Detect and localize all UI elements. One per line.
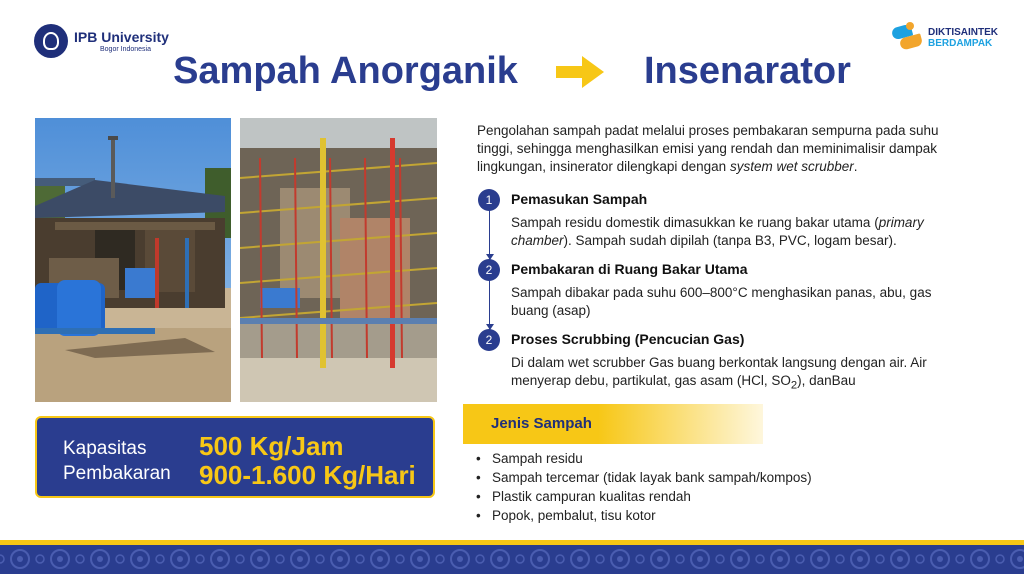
capacity-box (35, 416, 435, 498)
title-left: Sampah Anorganik (173, 50, 518, 92)
capacity-label-line2: Pembakaran (63, 463, 171, 484)
jenis-sampah-title: Jenis Sampah (491, 415, 592, 432)
dikti-line2: BERDAMPAK (928, 38, 993, 49)
title-row (0, 50, 1024, 93)
footer-pattern-band (0, 540, 1024, 574)
step-number: 1 (478, 189, 500, 211)
list-item: • Sampah residu (472, 449, 812, 468)
step-number: 2 (478, 329, 500, 351)
list-item: • Popok, pembalut, tisu kotor (472, 506, 812, 525)
dikti-line1: DIKTISAINTEK (928, 26, 998, 38)
step-title: Pembakaran di Ruang Bakar Utama (511, 261, 748, 277)
batik-pattern-icon (0, 540, 1024, 574)
ipb-logo-name: IPB University (74, 28, 169, 45)
list-item: • Plastik campuran kualitas rendah (472, 487, 812, 506)
step-desc: Sampah dibakar pada suhu 600–800°C menghasikan panas, abu, gas buang (asap) (511, 285, 932, 318)
incinerator-building-photo (35, 118, 231, 402)
incinerator-closeup-photo (240, 118, 437, 402)
title-right: Insenarator (643, 50, 851, 92)
capacity-label-line1: Kapasitas (63, 438, 147, 459)
capacity-value-hourly: 500 Kg/Jam (199, 431, 344, 461)
step-title: Proses Scrubbing (Pencucian Gas) (511, 331, 745, 347)
capacity-value-daily: 900-1.600 Kg/Hari (199, 460, 416, 490)
list-item: • Sampah tercemar (tidak layak bank sampah/kompos) (472, 468, 812, 487)
intro-text: Pengolahan sampah padat melalui proses pembakaran sempurna pada suhu tinggi, sehingga menghasilkan emisi yang rendah dan meminimalisir dampak lingkungan, insinerator dilengkapi dengan (477, 123, 939, 174)
intro-end: . (853, 159, 858, 174)
intro-paragraph (477, 122, 977, 176)
step-title: Pemasukan Sampah (511, 191, 648, 207)
step-desc: Di dalam wet scrubber Gas buang berkontak langsung dengan air. Air menyerap debu, partikulat, gas asam (HCl, $SO_2$), danBau (511, 355, 927, 392)
jenis-sampah-header (463, 404, 763, 444)
step-number: 2 (478, 259, 500, 281)
intro-italic: system wet scrubber (729, 159, 854, 174)
arrow-right-icon (556, 54, 606, 90)
jenis-sampah-list (472, 449, 812, 525)
ipb-logo-sub: Bogor Indonesia (100, 45, 151, 53)
step-desc: Sampah residu domestik dimasukkan ke ruang bakar utama (primary chamber). Sampah sudah dipilah (tanpa B3, PVC, logam besar). (511, 215, 924, 248)
